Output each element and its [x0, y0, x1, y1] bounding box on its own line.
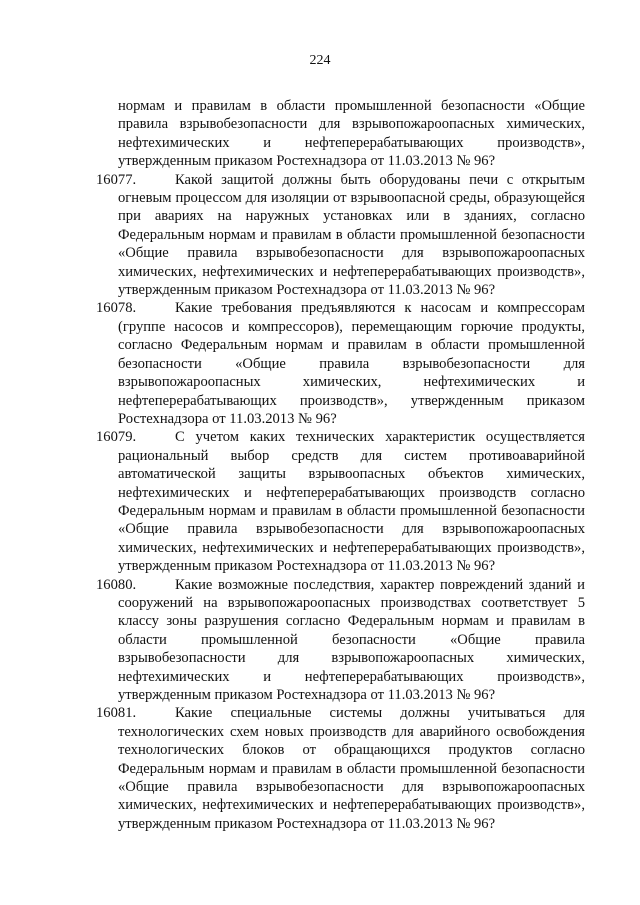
- page-number: 224: [309, 53, 331, 68]
- question-item-16078: [96, 299, 585, 428]
- question-number: 16080.: [96, 576, 137, 593]
- page-content: [96, 97, 585, 833]
- question-number: 16078.: [96, 300, 137, 317]
- question-text: Какие возможные последствия, характер повреждений зданий и сооружений на взрывопожароопасных производствах соответствует 5 классу зоны разрушения согласно Федеральным нормам и правилам в области промышленной безопасности «Общие правила взрывобезопасности для взрывопожароопасных химических, нефтехимических и нефтеперерабатывающих производств», утвержденным приказом Ростехнадзора от 11.03.2013 № 96?: [118, 576, 585, 703]
- question-item-16081: [96, 704, 585, 833]
- question-number: 16077.: [96, 171, 137, 188]
- question-text: Какие требования предъявляются к насосам и компрессорам (группе насосов и компрессоров), перемещающим горючие продукты, согласно Федеральным нормам и правилам в области промышленной безопасности «Общие правила взрывобезопасности для взрывопожароопасных химических, нефтехимических и нефтеперерабатывающих производств», утвержденным приказом Ростехнадзора от 11.03.2013 № 96?: [118, 300, 585, 427]
- question-number: 16081.: [96, 705, 137, 722]
- question-text: Какие специальные системы должны учитываться для технологических схем новых производств для аварийного освобождения технологических блоков от обращающихся продуктов согласно Федеральным нормам и правилам в области промышленной безопасности «Общие правила взрывобезопасности для взрывопожароопасных химических, нефтехимических и нефтеперерабатывающих производств», утвержденным приказом Ростехнадзора от 11.03.2013 № 96?: [118, 705, 585, 832]
- question-item-16077: [96, 171, 585, 300]
- question-item-16080: [96, 576, 585, 705]
- question-text: Какой защитой должны быть оборудованы печи с открытым огневым процессом для изоляции от взрывоопасной среды, образующейся при авариях на наружных установках или в зданиях, согласно Федеральным нормам и правилам в области промышленной безопасности «Общие правила взрывобезопасности для взрывопожароопасных химических, нефтехимических и нефтеперерабатывающих производств», утвержденным приказом Ростехнадзора от 11.03.2013 № 96?: [118, 171, 585, 299]
- question-item-16079: [96, 428, 585, 575]
- question-text: С учетом каких технических характеристик осуществляется рациональный выбор средств для систем противоаварийной автоматической защиты взрывоопасных объектов химических, нефтехимических и нефтеперерабатывающих производств согласно Федеральным нормам и правилам в области промышленной безопасности «Общие правила взрывобезопасности для взрывопожароопасных химических, нефтехимических и нефтеперерабатывающих производств», утвержденным приказом Ростехнадзора от 11.03.2013 № 96?: [118, 429, 585, 575]
- continuation-paragraph: нормам и правилам в области промышленной безопасности «Общие правила взрывобезопасности для взрывопожароопасных химических, нефтехимических и нефтеперерабатывающих производств», утвержденным приказом Ростехнадзора от 11.03.2013 № 96?: [118, 98, 585, 170]
- question-number: 16079.: [96, 429, 137, 446]
